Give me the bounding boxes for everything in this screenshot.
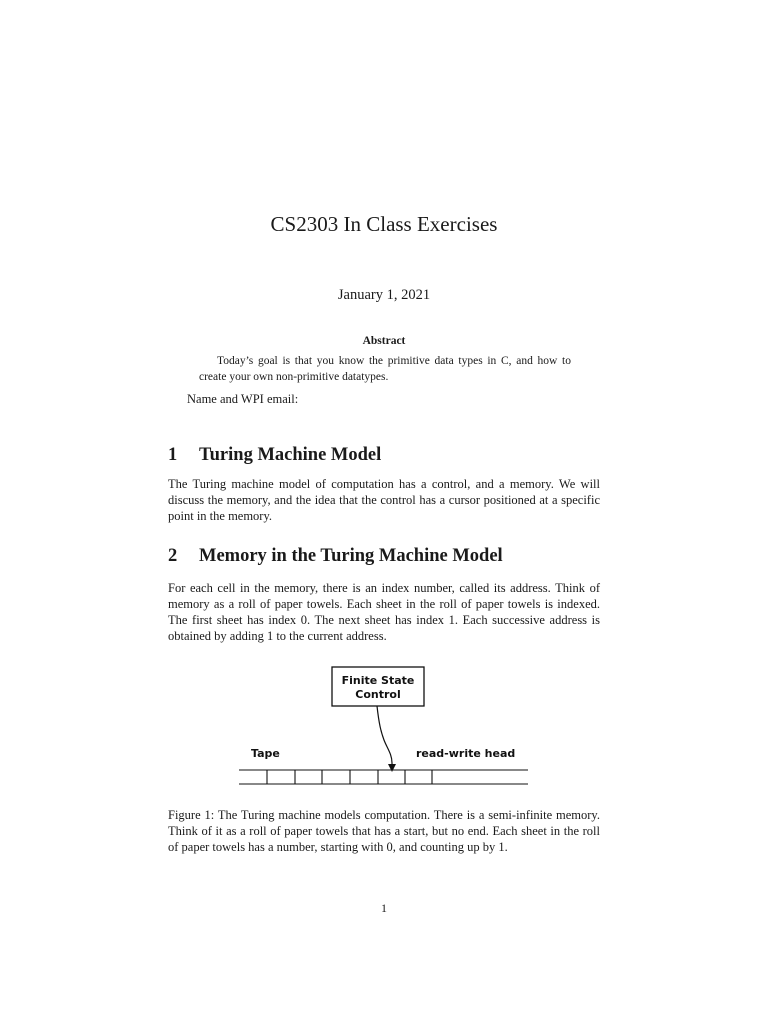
section-2-paragraph: For each cell in the memory, there is an index number, called its address. Think of memory as a roll of paper towels. Each sheet in the roll of paper towels is indexed. The first sheet has index 0. The next sheet has index 1. Each successive address is obtained by adding 1 to the current address.: [168, 581, 600, 643]
section-2-title: Memory in the Turing Machine Model: [199, 546, 503, 566]
section-2-heading: [168, 544, 608, 568]
head-label: read-write head: [416, 747, 516, 760]
section-2-number: 2: [168, 546, 178, 566]
document-date: January 1, 2021: [337, 287, 431, 303]
name-email-line: Name and WPI email:: [187, 392, 299, 406]
figure-caption: Figure 1: The Turing machine models computation. There is a semi-infinite memory. Think of it as a roll of paper towels that has a start, but no end. Each sheet in the roll of paper towels has a number, starting with 0, and counting up by 1.: [168, 808, 600, 854]
section-1-heading: [168, 443, 608, 467]
control-label-line2: Control: [355, 688, 401, 701]
read-write-head-arrow: [377, 706, 392, 768]
control-label-line1: Finite State: [341, 674, 415, 687]
turing-machine-figure: [230, 660, 540, 792]
abstract-heading: Abstract: [362, 335, 406, 347]
document-title: CS2303 In Class Exercises: [270, 212, 498, 236]
turing-machine-diagram: [230, 660, 540, 792]
tape-label: Tape: [251, 747, 280, 760]
section-1-number: 1: [168, 445, 178, 465]
page-number: 1: [381, 901, 387, 915]
abstract-text: Today’s goal is that you know the primitive data types in C, and how to create your own non-primitive datatypes.: [199, 355, 571, 383]
section-1-title: Turing Machine Model: [199, 445, 382, 465]
section-1-paragraph: The Turing machine model of computation has a control, and a memory. We will discuss the memory, and the idea that the control has a cursor positioned at a specific point in the memory.: [168, 477, 600, 523]
